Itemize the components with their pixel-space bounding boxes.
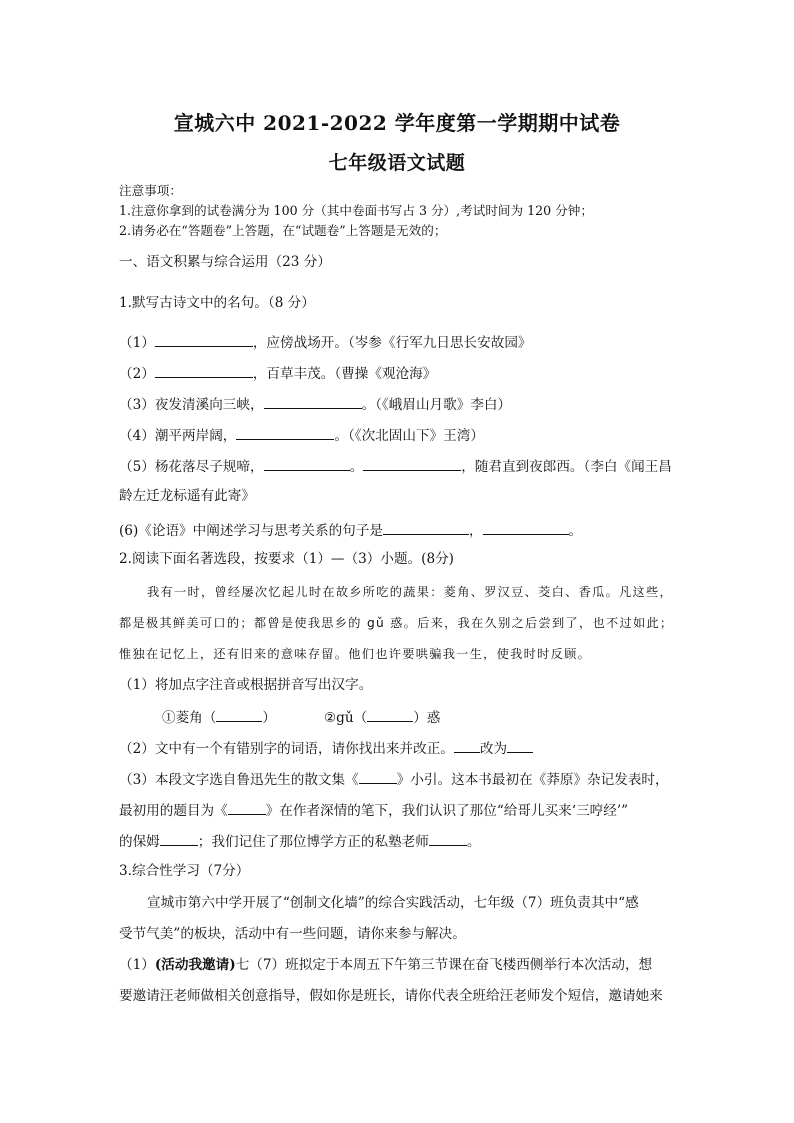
q1-item-3-before: （3）夜发清溪向三峡， [119,397,264,413]
q3-sub-1-line-1 [119,956,684,974]
notice-item-1: 1.注意你拿到的试卷满分为 100 分（其中卷面书写占 3 分）,考试时间为 120 分钟； [119,203,593,218]
q1-item-1-blank[interactable] [155,332,253,347]
q2-sub-3-blank-c[interactable] [160,831,198,846]
q1-item-3-after: 。（《峨眉山月歌》李白） [361,397,512,413]
q1-item-5-mid: 。 [349,459,364,475]
q2-sub-1: （1）将加点字注音或根据拼音写出汉字。 [119,677,373,693]
q1-item-5-blank-a[interactable] [264,456,350,471]
q1-item-4-before: （4）潮平两岸阔， [119,428,237,444]
q3-sub-1-label: (活动我邀请) [154,957,236,973]
q2-sub-1a-close: ） [262,710,276,726]
q1-item-3-blank[interactable] [264,394,362,409]
exam-title: 宣城六中 2021-2022 学年度第一学期期中试卷 [173,111,621,135]
question-2-title: 2.阅读下面名著选段，按要求（1）—（3）小题。(8分) [119,551,454,567]
q2-sub-3-text-g: 。 [466,834,481,850]
q3-sub-1-text: 七（7）班拟定于本周五下午第三节课在奋飞楼西侧举行本次活动，想 [235,957,653,973]
passage-line-2: 都是极其鲜美可口的；都曾是使我思乡的 gǔ 惑。后来，我在久别之后尝到了，也不过如此； [119,616,674,630]
q1-item-2-text: ，百草丰茂。（曹操《观沧海》 [252,366,437,382]
q3-intro-line-2: 受节气美”的板块，活动中有一些问题，请你来参与解决。 [119,926,466,942]
q1-item-6-after: 。 [568,523,583,539]
q2-sub-2 [119,738,684,758]
q2-sub-3-blank-d[interactable] [429,831,467,846]
q1-item-3 [119,394,684,414]
q2-sub-1a-blank[interactable] [216,707,262,722]
q1-item-6-blank-b[interactable] [483,520,569,535]
q3-sub-1-line-2: 要邀请汪老师做相关创意指导，假如你是班长，请你代表全班给汪老师发个短信，邀请她来 [119,988,663,1004]
passage-line-3: 惟独在记忆上，还有旧来的意味存留。他们也许要哄骗我一生，使我时时反顾。 [119,647,592,661]
q2-sub-1b-label: ②gǔ（ [323,710,368,726]
q1-item-2-blank[interactable] [155,363,253,378]
notice-heading: 注意事项： [119,183,182,198]
q2-sub-2-blank-b[interactable] [507,738,533,753]
q3-intro-line-1: 宣城市第六中学开展了“创制文化墙”的综合实践活动，七年级（7）班负责其中“感 [147,895,639,911]
q1-item-5-blank-b[interactable] [363,456,461,471]
q1-item-1-num: （1） [119,335,155,351]
q1-item-6-before: (6)《论语》中阐述学习与思考关系的句子是 [119,523,383,539]
q1-item-6 [119,520,684,540]
q2-sub-1a-label: ①菱角（ [162,710,217,726]
q2-sub-3-line-1 [119,769,684,789]
q1-item-2-num: （2） [119,366,155,382]
q1-item-1-text: ，应傍战场开。（岑参《行军九日思长安故园》 [252,335,532,351]
q2-sub-3-text-c: 最初用的题目为《 [119,803,228,819]
question-1-title: 1.默写古诗文中的名句。（8 分） [119,295,315,311]
q1-item-6-mid: ， [468,523,483,539]
q2-sub-3-line-3 [119,831,684,851]
q1-item-4-after: 。（《次北固山下》王湾） [334,428,484,444]
q1-item-2 [119,363,684,383]
q2-sub-3-line-2 [119,800,684,820]
q2-sub-1b-blank[interactable] [367,707,413,722]
q2-sub-3-text-e: 的保姆 [119,834,160,850]
q1-item-6-blank-a[interactable] [383,520,469,535]
q1-item-5-before: （5）杨花落尽子规啼， [119,459,264,475]
question-3-title: 3.综合性学习（7分） [119,863,250,879]
q1-item-4-blank[interactable] [236,425,334,440]
passage-line-1: 我有一时，曾经屡次忆起儿时在故乡所吃的蔬果：菱角、罗汉豆、茭白、香瓜。凡这些， [147,585,674,599]
q1-item-5 [119,456,684,476]
q2-sub-1-answers [162,707,582,727]
q2-sub-3-text-f: ；我们记住了那位博学方正的私塾老师 [197,834,429,850]
q1-item-5-after: ，随君直到夜郎西。（李白《闻王昌 [461,459,672,475]
q1-item-4 [119,425,684,445]
notice-item-2: 2.请务必在“答题卷”上答题，在“试题卷”上答题是无效的； [119,223,447,238]
q2-sub-3-blank-a[interactable] [359,769,397,784]
q2-sub-3-blank-b[interactable] [228,800,266,815]
section-1-heading: 一、语文积累与综合运用（23 分） [119,254,331,270]
q2-sub-2-text: （2）文中有一个有错别字的词语，请你找出来并改正。 [119,741,454,757]
q2-sub-3-text-a: （3）本段文字选自鲁迅先生的散文集《 [119,772,359,788]
q2-sub-3-text-b: 》小引。这本书最初在《莽原》杂记发表时， [396,772,669,788]
q2-sub-3-text-d: 》在作者深情的笔下，我们认识了那位“给哥儿买来‘三哼经’” [265,803,629,819]
q1-item-1 [119,332,684,352]
q2-sub-1b-close: ）惑 [413,710,441,726]
q3-sub-1-num: （1） [119,957,155,973]
q1-item-5-cont: 龄左迁龙标遥有此寄》 [119,488,255,504]
q2-sub-2-mid: 改为 [479,741,508,757]
q2-sub-2-blank-a[interactable] [454,738,480,753]
exam-subtitle: 七年级语文试题 [328,152,466,174]
